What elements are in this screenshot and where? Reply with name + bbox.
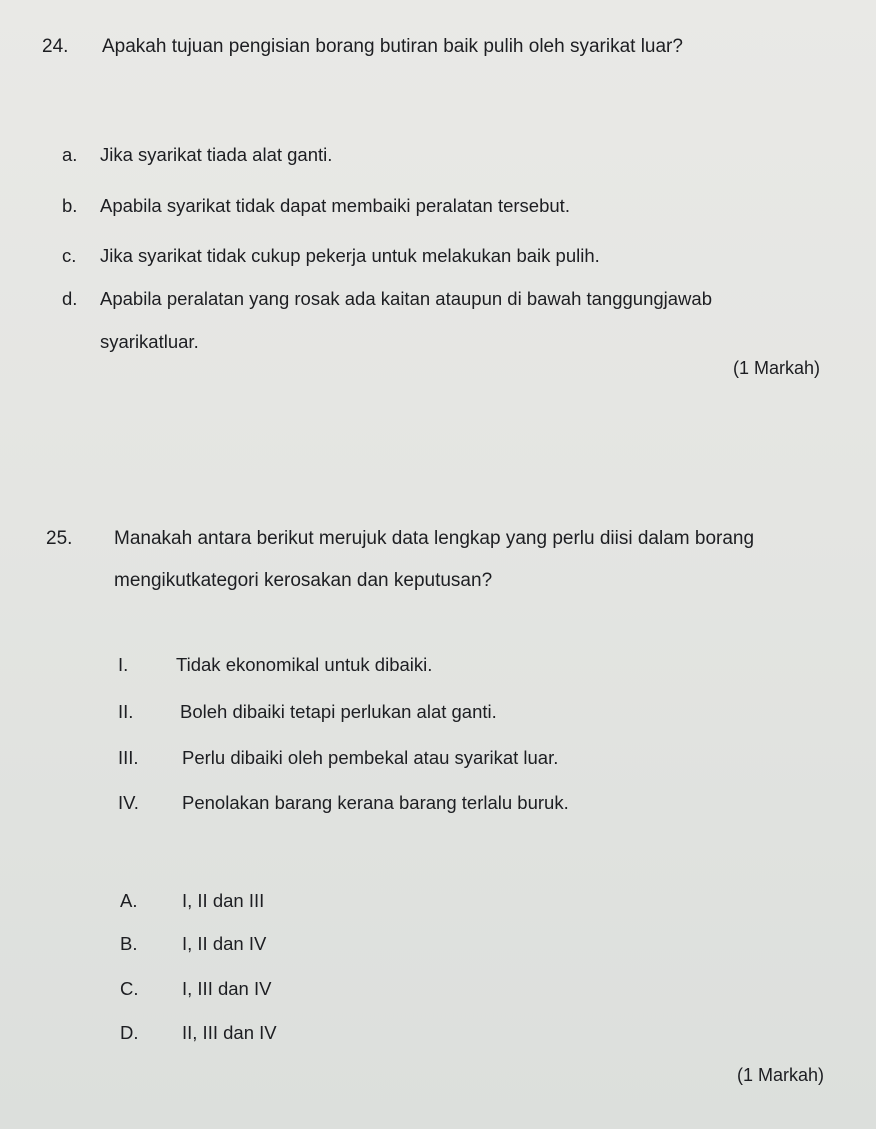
option-letter: b. — [62, 195, 78, 216]
statement-roman: IV. — [118, 792, 139, 813]
choice-text: I, II dan IV — [182, 933, 267, 954]
choice-d[interactable] — [120, 1022, 277, 1044]
question-24 — [42, 36, 683, 58]
option-letter: c. — [62, 245, 77, 266]
choice-c[interactable] — [120, 978, 271, 1000]
option-c[interactable] — [62, 245, 600, 267]
choice-letter: B. — [120, 933, 138, 954]
option-text: Jika syarikat tidak cukup pekerja untuk melakukan baik pulih. — [100, 245, 600, 266]
marks-label: (1 Markah) — [736, 1065, 824, 1085]
question-number: 25. — [46, 528, 73, 549]
statement-text: Tidak ekonomikal untuk dibaiki. — [176, 654, 433, 675]
option-text: Apabila peralatan yang rosak ada kaitan ataupun di bawah tanggungjawab — [100, 288, 712, 309]
question-25 — [46, 528, 754, 550]
statement-roman: II. — [118, 701, 134, 722]
statement-text: Perlu dibaiki oleh pembekal atau syarikat luar. — [182, 747, 559, 768]
option-letter: d. — [62, 288, 78, 309]
choice-b[interactable] — [120, 933, 266, 955]
statement-roman: I. — [118, 654, 129, 675]
statement-text: Boleh dibaiki tetapi perlukan alat ganti. — [180, 701, 497, 722]
choice-text: II, III dan IV — [182, 1022, 277, 1043]
option-d-continuation: syarikatluar. — [100, 331, 199, 352]
statement-roman: III. — [118, 747, 139, 768]
choice-letter: C. — [120, 978, 139, 999]
choice-letter: D. — [120, 1022, 139, 1043]
option-letter: a. — [62, 144, 78, 165]
question-25-line2: mengikutkategori kerosakan dan keputusan? — [114, 570, 493, 591]
question-text: Apakah tujuan pengisian borang butiran baik pulih oleh syarikat luar? — [102, 36, 683, 57]
statement-1 — [118, 654, 432, 676]
option-text: Apabila syarikat tidak dapat membaiki peralatan tersebut. — [100, 195, 570, 216]
choice-text: I, III dan IV — [182, 978, 272, 999]
question-number: 24. — [42, 36, 69, 57]
statement-text: Penolakan barang kerana barang terlalu buruk. — [182, 792, 569, 813]
option-text: Jika syarikat tiada alat ganti. — [100, 144, 333, 165]
question-text: Manakah antara berikut merujuk data lengkap yang perlu diisi dalam borang — [114, 528, 755, 549]
statement-4 — [118, 792, 569, 814]
option-b[interactable] — [62, 195, 570, 217]
choice-text: I, II dan III — [182, 890, 265, 911]
choice-a[interactable] — [120, 890, 264, 912]
option-d[interactable] — [62, 288, 712, 310]
choice-letter: A. — [120, 890, 138, 911]
marks-label: (1 Markah) — [732, 358, 820, 378]
option-a[interactable] — [62, 144, 332, 166]
statement-2 — [118, 701, 497, 723]
statement-3 — [118, 747, 558, 769]
